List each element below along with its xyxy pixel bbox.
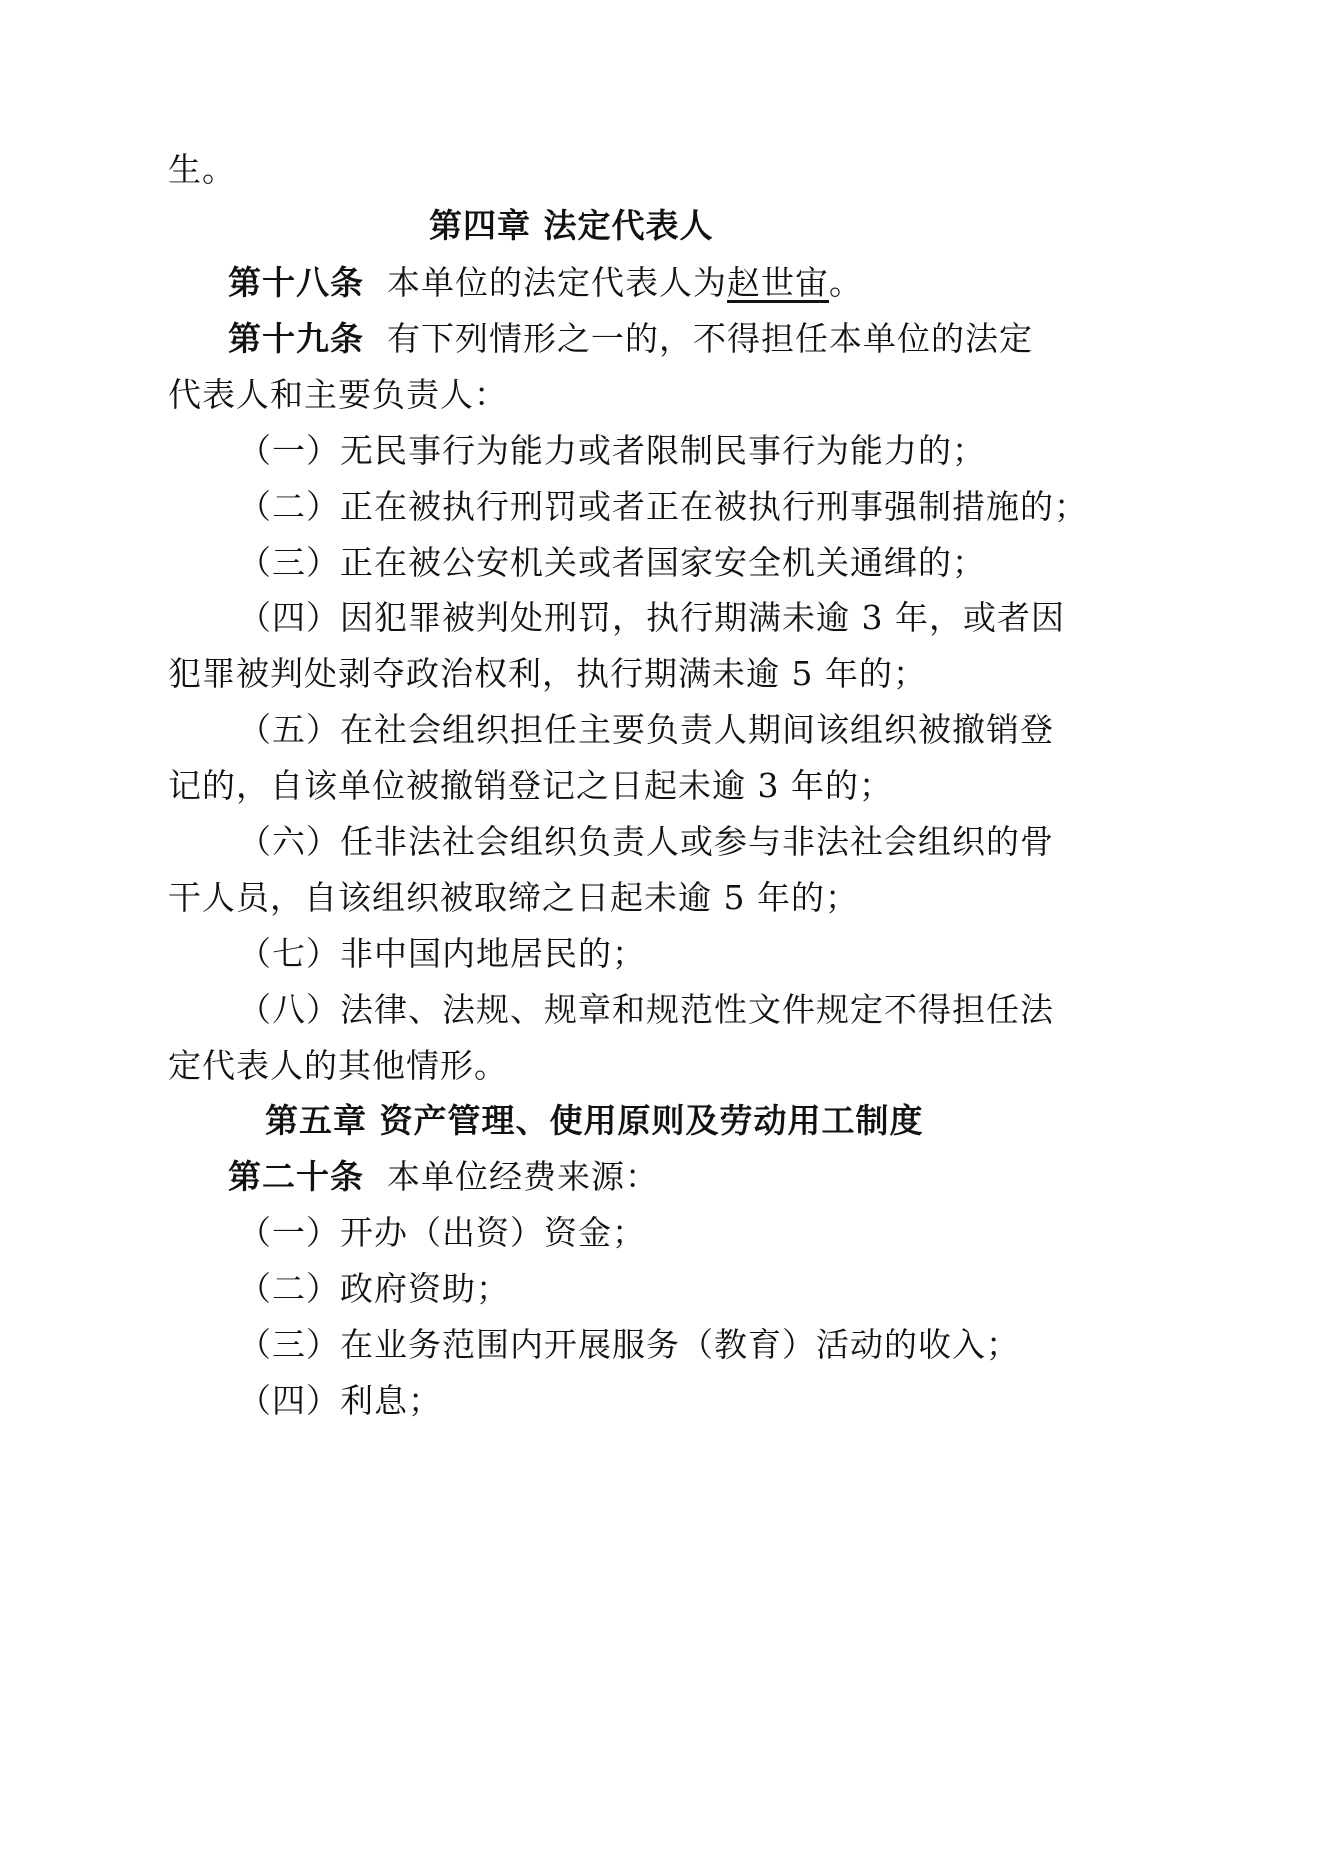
article-18-text: 本单位的法定代表人为	[387, 263, 727, 302]
chapter-4-title: 第四章 法定代表人	[429, 206, 714, 245]
article-20-item-3: （三）在业务范围内开展服务（教育）活动的收入；	[238, 1325, 1020, 1364]
article-19-item-2: （二）正在被执行刑罚或者正在被执行刑事强制措施的；	[238, 487, 1088, 526]
article-19-item-8-line-2: 定代表人的其他情形。	[168, 1046, 508, 1085]
article-19-item-8-line-1: （八）法律、法规、规章和规范性文件规定不得担任法	[238, 990, 1054, 1029]
article-19-item-7: （七）非中国内地居民的；	[238, 934, 646, 973]
article-20	[228, 1157, 659, 1197]
article-19-label: 第十九条	[228, 319, 364, 358]
article-19-line-2: 代表人和主要负责人：	[168, 375, 508, 414]
article-19-item-1: （一）无民事行为能力或者限制民事行为能力的；	[238, 431, 986, 470]
chapter-5-title: 第五章 资产管理、使用原则及劳动用工制度	[265, 1101, 924, 1140]
article-19-item-6-line-1: （六）任非法社会组织负责人或参与非法社会组织的骨	[238, 822, 1054, 861]
article-19-item-4-line-1: （四）因犯罪被判处刑罚，执行期满未逾 3 年，或者因	[238, 598, 1065, 637]
article-19-item-6-line-2: 干人员，自该组织被取缔之日起未逾 5 年的；	[168, 878, 859, 917]
article-20-text: 本单位经费来源：	[387, 1157, 659, 1196]
article-20-item-4: （四）利息；	[238, 1381, 442, 1420]
continuation-text: 生。	[168, 150, 236, 189]
article-19-line-1	[228, 319, 1033, 359]
article-18-label: 第十八条	[228, 263, 364, 302]
article-19-item-5-line-1: （五）在社会组织担任主要负责人期间该组织被撤销登	[238, 710, 1054, 749]
article-20-item-1: （一）开办（出资）资金；	[238, 1213, 646, 1252]
article-20-item-2: （二）政府资助；	[238, 1269, 510, 1308]
article-19-item-5-line-2: 记的，自该单位被撤销登记之日起未逾 3 年的；	[168, 766, 893, 805]
article-20-label: 第二十条	[228, 1157, 364, 1196]
legal-representative-name: 赵世宙	[727, 263, 829, 302]
article-19-item-3: （三）正在被公安机关或者国家安全机关通缉的；	[238, 543, 986, 582]
article-18-period: 。	[829, 263, 863, 302]
article-18	[228, 263, 863, 303]
article-19-text: 有下列情形之一的，不得担任本单位的法定	[387, 319, 1033, 358]
article-19-item-4-line-2: 犯罪被判处剥夺政治权利，执行期满未逾 5 年的；	[168, 654, 927, 693]
